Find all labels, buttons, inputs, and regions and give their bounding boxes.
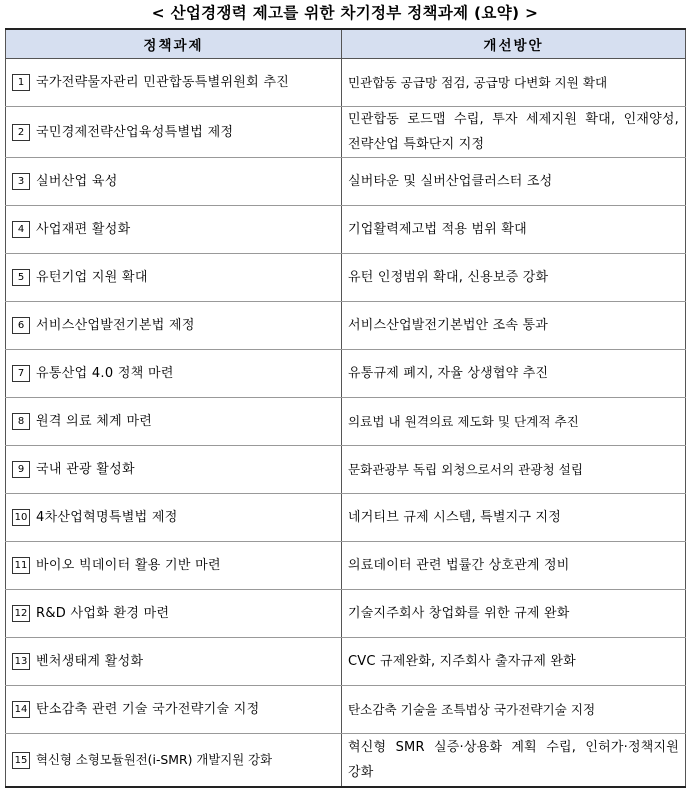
task-text: 바이오 빅데이터 활용 기반 마련 xyxy=(36,558,221,573)
table-row xyxy=(6,734,686,788)
task-cell xyxy=(6,302,342,350)
header-row xyxy=(6,29,686,59)
row-number: 6 xyxy=(12,317,30,334)
task-text: 국내 관광 활성화 xyxy=(36,462,135,477)
plan-cell: 실버타운 및 실버산업클러스터 조성 xyxy=(342,158,686,206)
task-cell xyxy=(6,206,342,254)
task-text: R&D 사업화 환경 마련 xyxy=(36,606,170,621)
task-text: 탄소감축 관련 기술 국가전략기술 지정 xyxy=(36,702,260,717)
table-row xyxy=(6,686,686,734)
row-number: 11 xyxy=(12,557,30,574)
row-number: 4 xyxy=(12,221,30,238)
plan-cell: 탄소감축 기술을 조특법상 국가전략기술 지정 xyxy=(342,686,686,734)
task-cell xyxy=(6,590,342,638)
plan-cell: 의료데이터 관련 법률간 상호관계 정비 xyxy=(342,542,686,590)
task-text: 벤처생태계 활성화 xyxy=(36,654,144,669)
plan-cell: 혁신형 SMR 실증·상용화 계획 수립, 인허가·정책지원 강화 xyxy=(342,734,686,788)
table-row xyxy=(6,107,686,158)
plan-cell: 민관합동 공급망 점검, 공급망 다변화 지원 확대 xyxy=(342,59,686,107)
task-cell xyxy=(6,638,342,686)
policy-table xyxy=(5,28,686,788)
table-row xyxy=(6,302,686,350)
table-row xyxy=(6,398,686,446)
task-cell xyxy=(6,254,342,302)
table-row xyxy=(6,542,686,590)
task-text: 유턴기업 지원 확대 xyxy=(36,270,148,285)
table-row xyxy=(6,590,686,638)
task-cell xyxy=(6,350,342,398)
row-number: 13 xyxy=(12,653,30,670)
task-cell xyxy=(6,107,342,158)
plan-cell: CVC 규제완화, 지주회사 출자규제 완화 xyxy=(342,638,686,686)
row-number: 5 xyxy=(12,269,30,286)
task-cell xyxy=(6,59,342,107)
table-row xyxy=(6,206,686,254)
row-number: 9 xyxy=(12,461,30,478)
task-text: 유통산업 4.0 정책 마련 xyxy=(36,366,174,381)
task-text: 국민경제전략산업육성특별법 제정 xyxy=(36,124,234,140)
table-row xyxy=(6,254,686,302)
header-plan: 개선방안 xyxy=(342,29,686,59)
table-row xyxy=(6,350,686,398)
row-number: 12 xyxy=(12,605,30,622)
row-number: 1 xyxy=(12,74,30,91)
task-cell xyxy=(6,686,342,734)
row-number: 7 xyxy=(12,365,30,382)
plan-cell: 유턴 인정범위 확대, 신용보증 강화 xyxy=(342,254,686,302)
plan-cell: 의료법 내 원격의료 제도화 및 단계적 추진 xyxy=(342,398,686,446)
table-title: < 산업경쟁력 제고를 위한 차기정부 정책과제 (요약) > xyxy=(151,4,539,22)
header-task: 정책과제 xyxy=(6,29,342,59)
plan-cell: 유통규제 폐지, 자율 상생협약 추진 xyxy=(342,350,686,398)
table-row xyxy=(6,446,686,494)
row-number: 2 xyxy=(12,124,30,141)
task-text: 원격 의료 체계 마련 xyxy=(36,414,153,429)
task-cell xyxy=(6,734,342,788)
plan-cell: 민관합동 로드맵 수립, 투자 세제지원 확대, 인재양성, 전략산업 특화단지 지정 xyxy=(342,107,686,158)
row-number: 8 xyxy=(12,413,30,430)
row-number: 10 xyxy=(12,509,30,526)
plan-cell: 기술지주회사 창업화를 위한 규제 완화 xyxy=(342,590,686,638)
task-text: 사업재편 활성화 xyxy=(36,222,131,237)
table-row xyxy=(6,59,686,107)
task-cell xyxy=(6,446,342,494)
task-cell xyxy=(6,494,342,542)
table-row xyxy=(6,638,686,686)
row-number: 14 xyxy=(12,701,30,718)
plan-cell: 서비스산업발전기본법안 조속 통과 xyxy=(342,302,686,350)
plan-cell: 네거티브 규제 시스템, 특별지구 지정 xyxy=(342,494,686,542)
row-number: 15 xyxy=(12,752,30,769)
task-text: 실버산업 육성 xyxy=(36,174,118,189)
task-text: 국가전략물자관리 민관합동특별위원회 추진 xyxy=(36,75,290,90)
plan-cell: 기업활력제고법 적용 범위 확대 xyxy=(342,206,686,254)
task-text: 서비스산업발전기본법 제정 xyxy=(36,318,195,333)
plan-cell: 문화관광부 독립 외청으로서의 관광청 설립 xyxy=(342,446,686,494)
table-row xyxy=(6,494,686,542)
task-text: 4차산업혁명특별법 제정 xyxy=(36,510,178,525)
row-number: 3 xyxy=(12,173,30,190)
task-cell xyxy=(6,158,342,206)
task-text: 혁신형 소형모듈원전(i-SMR) 개발지원 강화 xyxy=(36,752,273,767)
task-cell xyxy=(6,542,342,590)
table-row xyxy=(6,158,686,206)
task-cell xyxy=(6,398,342,446)
